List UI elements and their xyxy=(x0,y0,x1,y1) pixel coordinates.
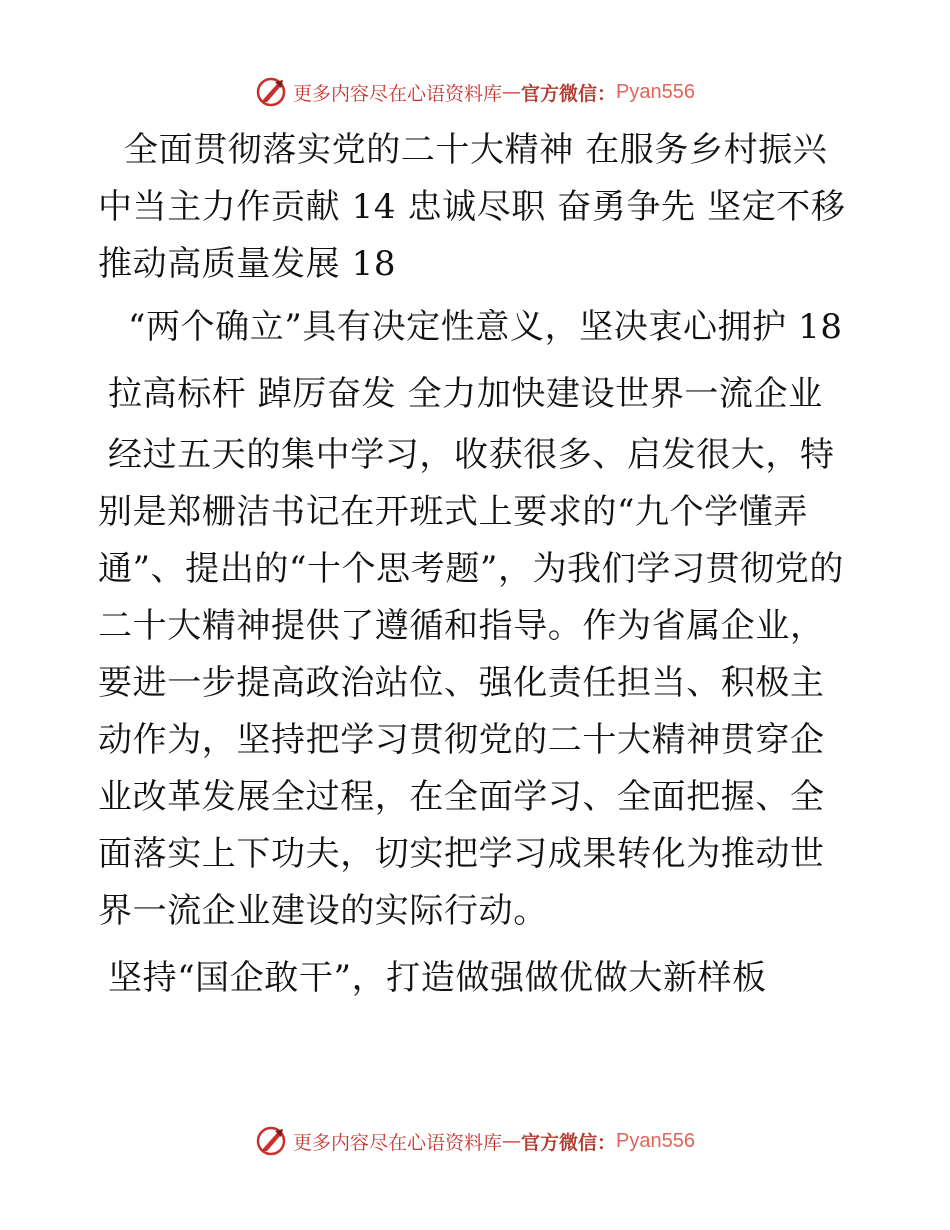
watermark-wechat-label: 官方微信： xyxy=(521,1131,617,1154)
watermark-separator: — xyxy=(502,1130,522,1152)
watermark-separator: — xyxy=(502,81,522,103)
document-body xyxy=(98,122,858,1007)
quill-logo-icon xyxy=(255,76,287,108)
toc-entry-paragraph: 全面贯彻落实党的二十大精神 在服务乡村振兴中当主力作贡献 14 忠诚尽职 奋勇争先 坚定不移推动高质量发展 18 xyxy=(98,130,846,284)
watermark-wechat-id: Pyan556 xyxy=(616,80,695,103)
watermark-text: 更多内容尽在心语资料库 xyxy=(293,82,503,105)
quill-logo-icon xyxy=(255,1125,287,1157)
toc-entry-paragraph-2: “两个确立”具有决定性意义，坚决衷心拥护 18 xyxy=(128,307,843,347)
watermark-banner-top xyxy=(0,72,950,112)
section-heading-2: 坚持“国企敢干”，打造做强做优做大新样板 xyxy=(108,958,767,998)
section-heading: 拉高标杆 踔厉奋发 全力加快建设世界一流企业 xyxy=(108,374,823,414)
watermark-wechat-id: Pyan556 xyxy=(616,1129,695,1152)
watermark-text: 更多内容尽在心语资料库 xyxy=(293,1131,503,1154)
watermark-banner-bottom xyxy=(0,1121,950,1161)
body-paragraph: 经过五天的集中学习，收获很多、启发很大，特别是郑栅洁书记在开班式上要求的“九个学懂弄通”、提出的“十个思考题”，为我们学习贯彻党的二十大精神提供了遵循和指导。作为省属企业，要进一步提高政治站位、强化责任担当、积极主动作为，坚持把学习贯彻党的二十大精神贯穿企业改革发展全过程，在全面学习、全面把握、全面落实上下功夫，切实把学习成果转化为推动世界一流企业建设的实际行动。 xyxy=(98,435,844,931)
watermark-wechat-label: 官方微信： xyxy=(521,82,617,105)
